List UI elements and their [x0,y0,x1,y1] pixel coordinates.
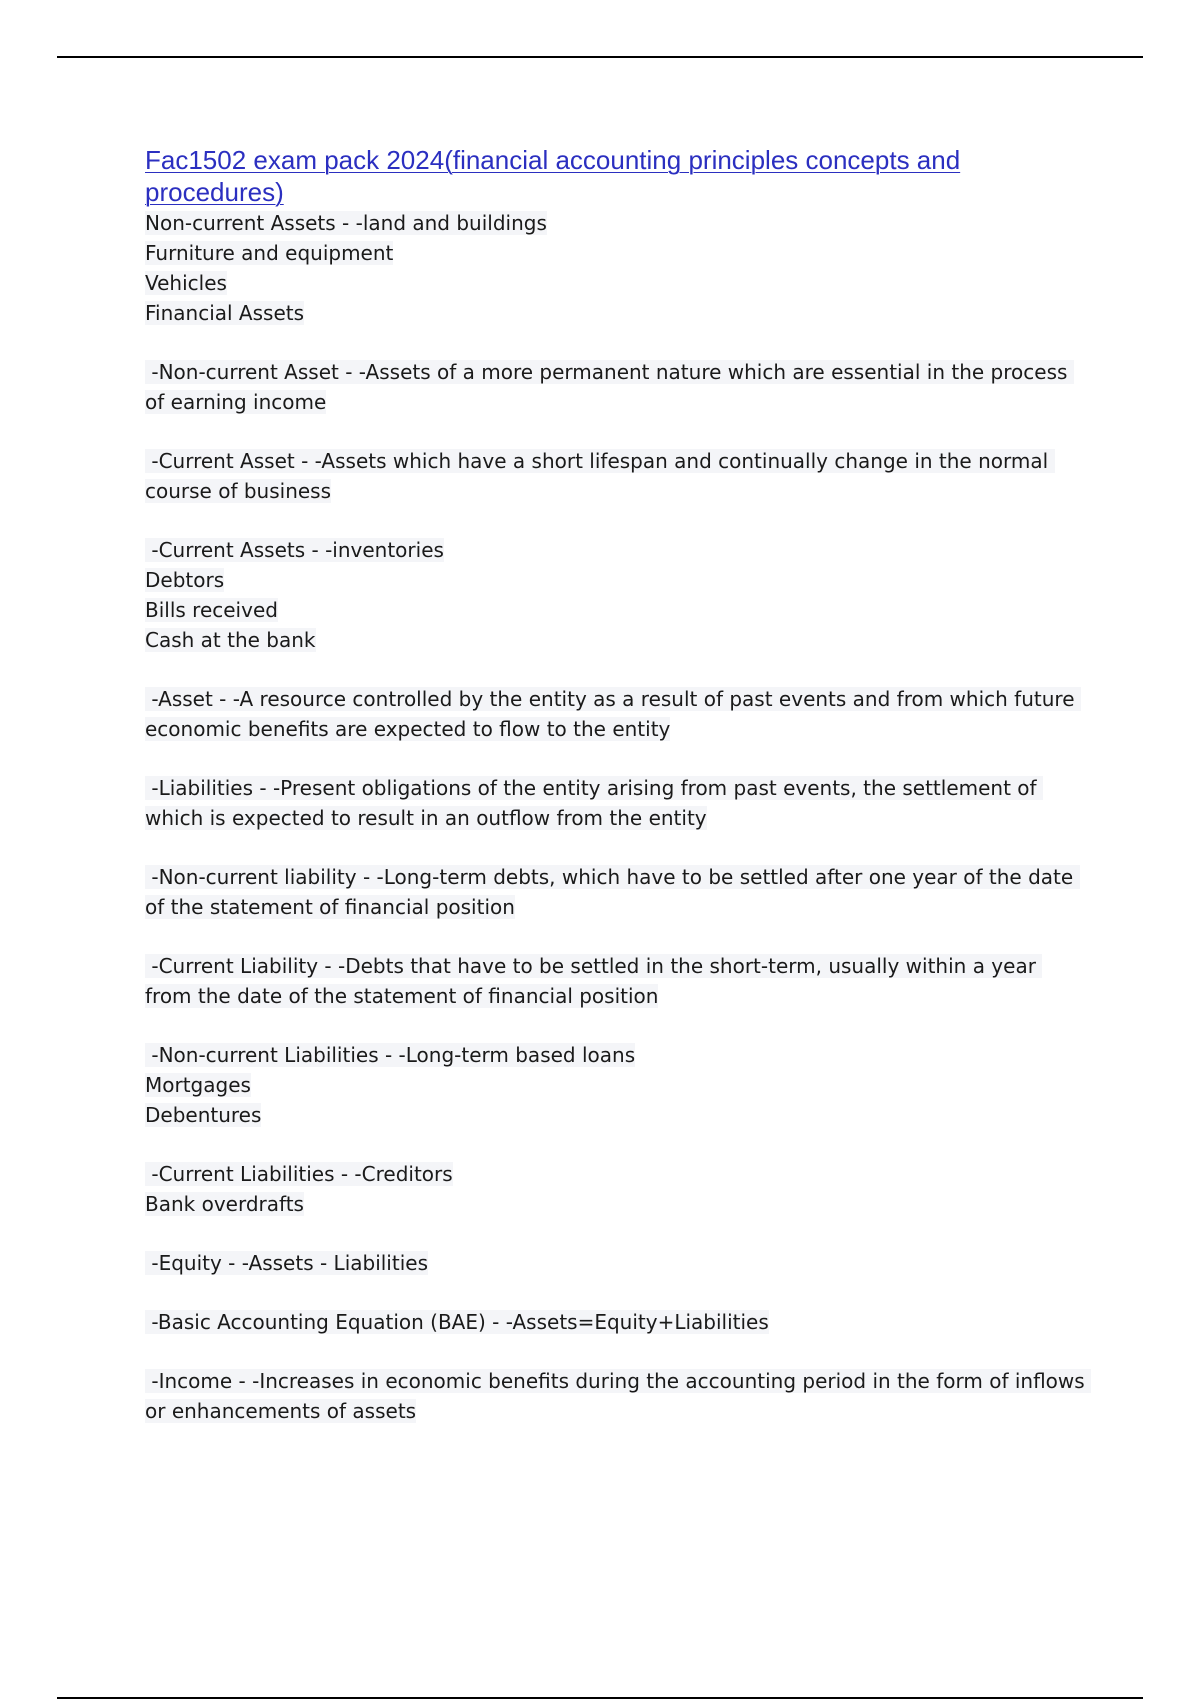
entry-current-liabilities-list [145,1159,1085,1219]
document-body [145,144,1092,1426]
entry-non-current-asset [145,357,1085,417]
entry-line: Vehicles [145,271,227,295]
document-title-link[interactable]: Fac1502 exam pack 2024(financial accounting principles concepts and procedures) [145,145,961,207]
entry-line: Furniture and equipment [145,241,394,265]
header-rule [57,56,1143,58]
entry-line: -Non-current liability - -Long-term debts, which have to be settled after one year of the date of the statement of financial position [145,865,1080,919]
entry-current-asset [145,446,1085,506]
entry-line: -Non-current Asset - -Assets of a more permanent nature which are essential in the process of earning income [145,360,1074,414]
entry-line: Financial Assets [145,301,305,325]
entry-line: -Income - -Increases in economic benefits during the accounting period in the form of inflows or enhancements of assets [145,1369,1092,1423]
entry-line: -Equity - -Assets - Liabilities [145,1251,428,1275]
entry-line: -Liabilities - -Present obligations of the entity arising from past events, the settlement of which is expected to result in an outflow from the entity [145,776,1043,830]
entry-line: -Asset - -A resource controlled by the entity as a result of past events and from which future economic benefits are expected to flow to the entity [145,687,1081,741]
entry-line: Bank overdrafts [145,1192,304,1216]
entry-non-current-liability [145,862,1085,922]
entry-line: -Current Asset - -Assets which have a short lifespan and continually change in the normal course of business [145,449,1055,503]
entry-line: Mortgages [145,1073,251,1097]
entry-line: -Current Liabilities - -Creditors [145,1162,453,1186]
entry-non-current-assets-list [145,208,1085,328]
entry-line: Non-current Assets - -land and buildings [145,211,547,235]
entry-line: -Current Liability - -Debts that have to be settled in the short-term, usually within a year from the date of the statement of financial position [145,954,1043,1008]
entry-non-current-liabilities-list [145,1040,1085,1130]
entry-line: Bills received [145,598,278,622]
entry-current-liability [145,951,1085,1011]
entry-line: -Non-current Liabilities - -Long-term based loans [145,1043,636,1067]
entry-current-assets-list [145,535,1085,655]
entry-line: -Basic Accounting Equation (BAE) - -Assets=Equity+Liabilities [145,1310,769,1334]
entry-equity [145,1248,1085,1278]
entry-line: Debtors [145,568,225,592]
entry-liabilities [145,773,1085,833]
entry-basic-accounting-equation [145,1307,1085,1337]
footer-rule [57,1697,1143,1699]
entry-line: -Current Assets - -inventories [145,538,444,562]
entry-asset [145,684,1085,744]
entry-line: Debentures [145,1103,262,1127]
entry-income [145,1366,1092,1426]
entry-line: Cash at the bank [145,628,316,652]
